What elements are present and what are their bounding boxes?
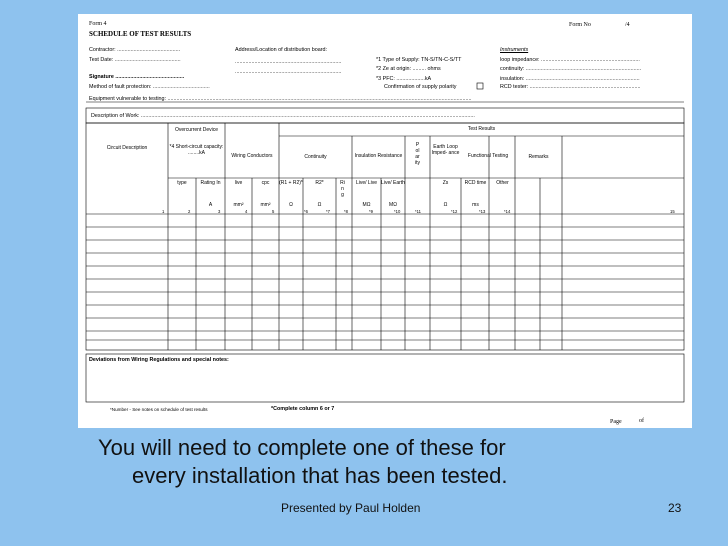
slide-number: 23 bbox=[668, 501, 682, 515]
continuity-header: Continuity bbox=[304, 154, 327, 160]
subhead-r2: R2* bbox=[315, 180, 324, 186]
subhead-zs: Zs bbox=[442, 180, 449, 186]
polarity-header: Polarity bbox=[415, 142, 420, 166]
subhead-other: Other bbox=[496, 180, 509, 186]
subhead-cpc: cpc bbox=[261, 180, 270, 186]
unit-r2: Ω bbox=[317, 202, 322, 208]
form-number-suffix: /4 bbox=[625, 22, 630, 28]
col-num-10: *10 bbox=[394, 209, 401, 214]
wiring-conductors-header: Wiring Conductors bbox=[231, 153, 273, 159]
number-note: *Number - See notes on schedule of test results bbox=[110, 407, 208, 412]
unit-rating: A bbox=[208, 202, 213, 208]
subhead-live-earth: Live/ Earth bbox=[381, 180, 405, 186]
address-label: Address/Location of distribution board: bbox=[235, 47, 327, 53]
address-dots-1: ....................................................................... bbox=[235, 59, 342, 65]
short-circuit-capacity-header: *4 Short-circuit capacity: ........kA bbox=[169, 144, 224, 156]
form-number-right: Form No bbox=[569, 22, 591, 28]
functional-testing-header: Functional Testing bbox=[467, 153, 509, 159]
slide-caption bbox=[98, 434, 507, 490]
ze-origin-field: *2 Ze at origin: ......... ohms bbox=[376, 66, 441, 72]
deviations-heading: Deviations from Wiring Regulations and special notes: bbox=[89, 357, 229, 363]
col-num-4: 4 bbox=[245, 209, 248, 214]
subhead-type: type bbox=[177, 180, 187, 186]
unit-cpc: mm² bbox=[260, 202, 271, 208]
test-results-header: Test Results bbox=[467, 126, 496, 132]
instruments-heading: Instruments bbox=[500, 47, 529, 53]
unit-zs: Ω bbox=[443, 202, 448, 208]
earth-loop-impedance-header: Earth Loop Imped- ance bbox=[431, 144, 460, 156]
subhead-ring: Ring bbox=[340, 180, 345, 198]
insulation-resistance-header: Insulation Resistance bbox=[354, 153, 403, 159]
address-dots-2: ....................................................................... bbox=[235, 69, 342, 75]
of-label: of bbox=[639, 418, 644, 424]
rcd-tester-field: RCD tester: .......................................................................... bbox=[500, 84, 641, 90]
presenter-footer: Presented by Paul Holden bbox=[281, 501, 421, 515]
form-title: SCHEDULE OF TEST RESULTS bbox=[89, 30, 192, 38]
col-num-14: *14 bbox=[504, 209, 511, 214]
equipment-vulnerable-field: Equipment vulnerable to testing: ........................................................................................................................................................................................................... bbox=[89, 96, 472, 102]
remarks-header: Remarks bbox=[528, 154, 549, 160]
col-num-7: *7 bbox=[326, 209, 330, 214]
col-num-1: 1 bbox=[162, 209, 165, 214]
caption-line-2: every installation that has been tested. bbox=[132, 463, 508, 488]
subhead-rating: Rating In bbox=[200, 180, 221, 186]
col-num-5: 5 bbox=[272, 209, 275, 214]
col-num-8: *8 bbox=[344, 209, 348, 214]
test-date-field: Test Date: ............................................ bbox=[89, 57, 181, 63]
circuit-description-header: Circuit Description bbox=[106, 145, 148, 151]
col-num-6: *6 bbox=[304, 209, 308, 214]
unit-r1-r2: Ω bbox=[289, 202, 293, 208]
test-results-form bbox=[78, 14, 692, 428]
unit-live: mm² bbox=[233, 202, 244, 208]
unit-live-live: MΩ bbox=[362, 202, 371, 208]
col-num-11: *11 bbox=[415, 209, 421, 214]
subhead-live-live: Live/ Live bbox=[355, 180, 378, 186]
unit-rcd: ms bbox=[472, 202, 479, 208]
caption-line-1: You will need to complete one of these for bbox=[98, 435, 506, 460]
subhead-live: live bbox=[234, 180, 243, 186]
col-num-2: 2 bbox=[188, 209, 191, 214]
col-num-12: *12 bbox=[451, 209, 458, 214]
form-number-left: Form 4 bbox=[89, 21, 107, 27]
description-of-work-field: Description of Work: ............................................................................................................................................................................................................................... bbox=[91, 113, 475, 119]
subhead-rcd-time: RCD time bbox=[464, 180, 487, 186]
col-num-13: *13 bbox=[479, 209, 486, 214]
subhead-r1-r2: (R1 + R2)* bbox=[279, 180, 303, 186]
contractor-field: Contractor: .......................................... bbox=[89, 47, 181, 53]
col-num-9: *9 bbox=[369, 209, 373, 214]
supply-type-field: *1 Type of Supply: TN-S/TN-C-S/TT bbox=[376, 57, 462, 63]
signature-field: Signature .............................................. bbox=[89, 74, 185, 80]
method-fault-protection-field: Method of fault protection: ...................................... bbox=[89, 84, 210, 90]
complete-column-note: *Complete column 6 or 7 bbox=[271, 406, 335, 412]
insulation-instrument-field: insulation: ............................................................................ bbox=[500, 76, 640, 82]
pfc-field: *3 PFC: ...................kA bbox=[376, 76, 432, 82]
unit-live-earth: MΩ bbox=[389, 202, 397, 208]
loop-impedance-field: loop impedance: .................................................................. bbox=[500, 57, 640, 63]
continuity-instrument-field: continuity: ............................................................................. bbox=[500, 66, 642, 72]
overcurrent-device-header: Overcurrent Device bbox=[174, 127, 219, 133]
col-num-3: 3 bbox=[218, 209, 221, 214]
col-num-15: 15 bbox=[670, 209, 675, 214]
supply-polarity-field: Confirmation of supply polarity bbox=[384, 84, 457, 90]
page-label: Page bbox=[610, 419, 622, 425]
